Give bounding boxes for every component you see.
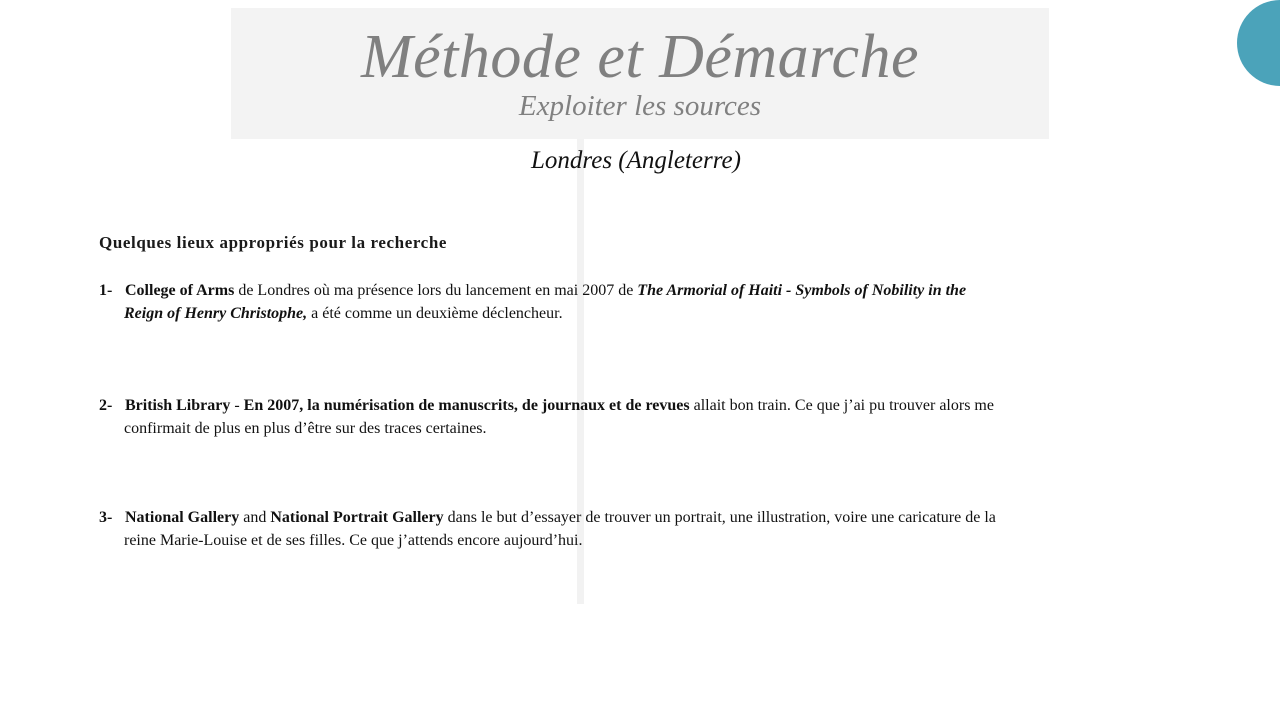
list-item-british-library (99, 394, 1159, 440)
item-text-cont: confirmait de plus en plus d’être sur des traces certaines. (124, 420, 487, 437)
item-text-cont: reine Marie-Louise et de ses filles. Ce que j’attends encore aujourd’hui. (124, 532, 583, 549)
location-heading: Londres (Angleterre) (531, 147, 741, 174)
item-number: 2- (99, 397, 113, 414)
title-banner (231, 8, 1049, 139)
place-name: British Library (125, 397, 231, 414)
place-name: National Gallery (125, 509, 240, 526)
emphasis-text: En 2007, la numérisation de manuscrits, de journaux et de revues (243, 397, 690, 414)
place-name-2: National Portrait Gallery (270, 509, 444, 526)
list-item-national-gallery (99, 506, 1159, 552)
conjunction: and (239, 509, 271, 526)
accent-circle (1237, 0, 1280, 86)
separator: - (230, 397, 244, 414)
section-heading: Quelques lieux appropriés pour la recherche (99, 233, 448, 252)
item-number: 3- (99, 509, 113, 526)
place-name: College of Arms (125, 282, 235, 299)
item-text: allait bon train. Ce que j’ai pu trouver alors me (689, 397, 994, 414)
slide-title: Méthode et Démarche (360, 23, 920, 91)
item-text: dans le but d’essayer de trouver un portrait, une illustration, voire une caricature de la (443, 509, 996, 526)
item-number: 1- (99, 282, 113, 299)
slide-subtitle: Exploiter les sources (518, 90, 762, 122)
item-text: de Londres où ma présence lors du lancement en mai 2007 de (234, 282, 638, 299)
book-title-cont: Reign of Henry Christophe, (124, 305, 308, 322)
list-item-college-of-arms (99, 279, 1159, 325)
item-text-cont: a été comme un deuxième déclencheur. (307, 305, 563, 322)
book-title: The Armorial of Haiti - Symbols of Nobility in the (637, 282, 967, 299)
